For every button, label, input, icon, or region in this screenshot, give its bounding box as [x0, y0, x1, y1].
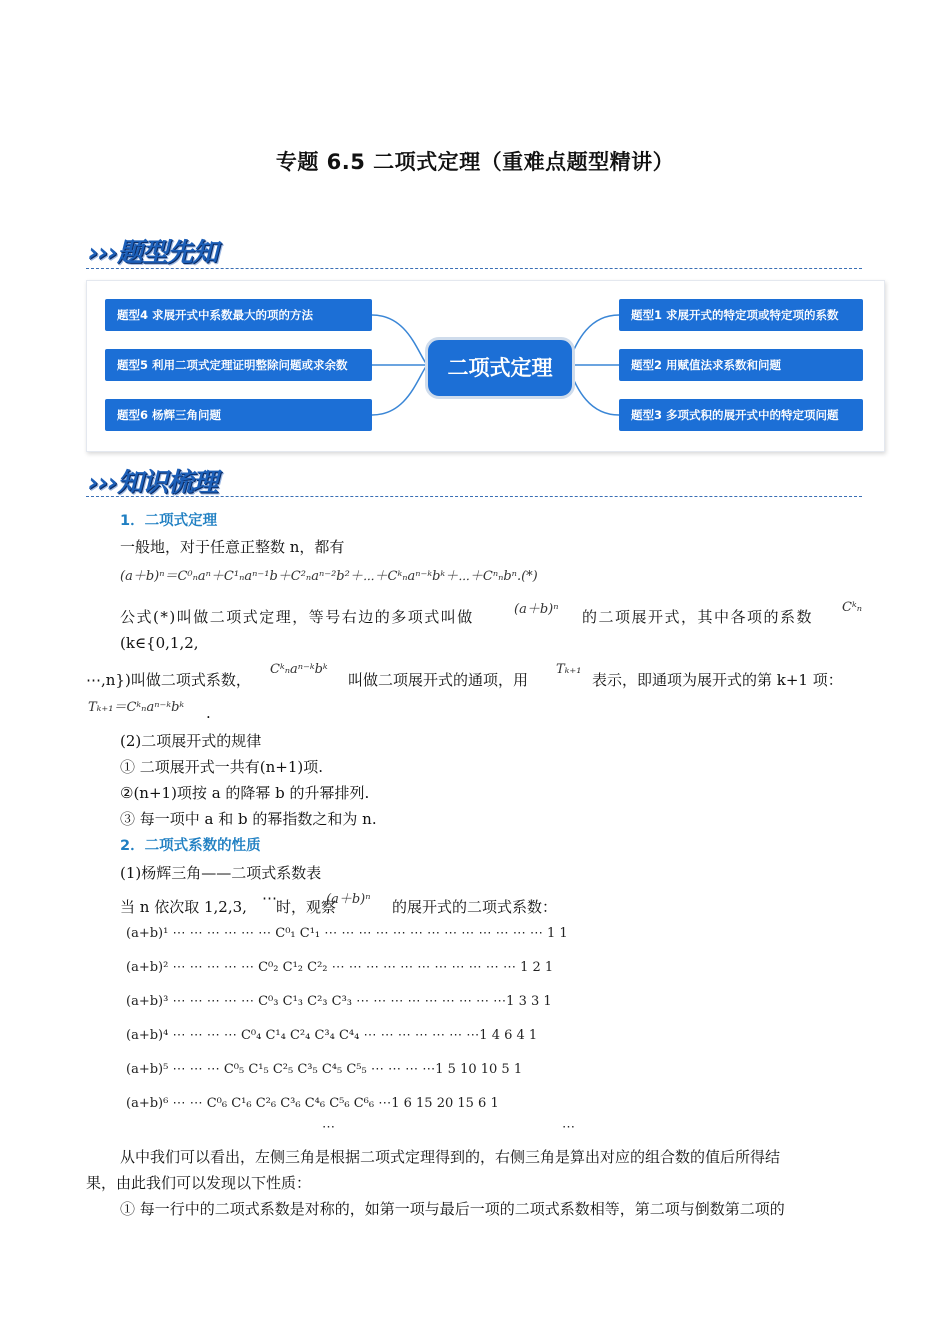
- text-line: 公式(*)叫做二项式定理，等号右边的多项式叫做: [120, 608, 474, 626]
- math-t-k1: Tₖ₊₁: [556, 662, 582, 677]
- text-line: (k∈{0,1,2,: [120, 634, 199, 652]
- section-heading-coefficient-properties: 2．二项式系数的性质: [120, 838, 261, 854]
- text-line: 表示，即通项为展开式的第 k+1 项：: [592, 671, 843, 689]
- text-line: 果，由此我们可以发现以下性质：: [86, 1174, 312, 1192]
- formula-binomial-theorem: (a＋b)ⁿ＝C⁰ₙaⁿ＋C¹ₙaⁿ⁻¹b＋C²ₙaⁿ⁻²b²＋⋯＋Cᵏₙaⁿ⁻ᵏbᵏ＋⋯＋Cⁿₙbⁿ.(*): [120, 569, 538, 584]
- banner-divider-2: [86, 496, 862, 497]
- text-period: .: [206, 704, 211, 722]
- text-line: (2)二项展开式的规律: [120, 732, 262, 750]
- formula-general-term: Tₖ₊₁＝Cᵏₙaⁿ⁻ᵏbᵏ: [88, 700, 185, 715]
- text-line: 叫做二项展开式的通项，用: [348, 671, 529, 689]
- pascal-continue-left: ⋯: [322, 1120, 335, 1135]
- section-banner-question-types: ›››题型先知: [88, 238, 218, 268]
- text-line: 当 n 依次取 1,2,3,: [120, 898, 247, 916]
- text-line: ⋯,n})叫做二项式系数，: [86, 671, 251, 689]
- text-line: 的展开式的二项式系数：: [392, 898, 558, 916]
- pascal-row-1: (a+b)¹ ⋯ ⋯ ⋯ ⋯ ⋯ ⋯ C⁰₁ C¹₁ ⋯ ⋯ ⋯ ⋯ ⋯ ⋯ ⋯ ⋯ ⋯ ⋯ ⋯ ⋯ ⋯ 1 1: [126, 926, 568, 941]
- page-title: 专题 6.5 二项式定理（重难点题型精讲）: [275, 150, 675, 174]
- pascal-row-4: (a+b)⁴ ⋯ ⋯ ⋯ ⋯ C⁰₄ C¹₄ C²₄ C³₄ C⁴₄ ⋯ ⋯ ⋯ ⋯ ⋯ ⋯ ⋯1 4 6 4 1: [126, 1028, 538, 1043]
- math-expr-ab-n: (a＋b)ⁿ: [514, 602, 559, 617]
- text-dots: ⋯: [262, 889, 277, 907]
- mindmap-node-type5: 题型5 利用二项式定理证明整除问题或求余数: [105, 349, 372, 381]
- mindmap-node-type6: 题型6 杨辉三角问题: [105, 399, 372, 431]
- math-coef-ckn: Cᵏₙ: [842, 600, 862, 615]
- mindmap: [86, 280, 885, 452]
- text-line: 时，观察: [276, 898, 337, 916]
- rule-item: ②(n+1)项按 a 的降幂 b 的升幂排列.: [120, 784, 370, 802]
- text-line: (1)杨辉三角——二项式系数表: [120, 864, 322, 882]
- pascal-continue-right: ⋯: [562, 1120, 575, 1135]
- rule-item: ③ 每一项中 a 和 b 的幂指数之和为 n.: [120, 810, 377, 828]
- banner-divider: [86, 268, 862, 269]
- text-line: 的二项展开式，其中各项的系数: [582, 608, 814, 626]
- text-line: 一般地，对于任意正整数 n，都有: [120, 538, 345, 556]
- mindmap-node-type2: 题型2 用赋值法求系数和问题: [619, 349, 863, 381]
- section-heading-binomial-theorem: 1．二项式定理: [120, 513, 218, 529]
- mindmap-node-type4: 题型4 求展开式中系数最大的项的方法: [105, 299, 372, 331]
- property-item: ① 每一行中的二项式系数是对称的，如第一项与最后一项的二项式系数相等，第二项与倒数第二项的: [120, 1200, 785, 1218]
- math-expr-ab-n: (a＋b)ⁿ: [326, 892, 371, 907]
- math-general-term: Cᵏₙaⁿ⁻ᵏbᵏ: [270, 662, 328, 677]
- text-line: 从中我们可以看出，左侧三角是根据二项式定理得到的，右侧三角是算出对应的组合数的值后所得结: [120, 1148, 781, 1166]
- mindmap-node-type1: 题型1 求展开式的特定项或特定项的系数: [619, 299, 863, 331]
- pascal-row-6: (a+b)⁶ ⋯ ⋯ C⁰₆ C¹₆ C²₆ C³₆ C⁴₆ C⁵₆ C⁶₆ ⋯1 6 15 20 15 6 1: [126, 1096, 499, 1111]
- mindmap-node-type3: 题型3 多项式积的展开式中的特定项问题: [619, 399, 863, 431]
- section-banner-knowledge: ›››知识梳理: [88, 468, 218, 498]
- mindmap-center: 二项式定理: [425, 337, 575, 399]
- pascal-row-2: (a+b)² ⋯ ⋯ ⋯ ⋯ ⋯ C⁰₂ C¹₂ C²₂ ⋯ ⋯ ⋯ ⋯ ⋯ ⋯ ⋯ ⋯ ⋯ ⋯ ⋯ 1 2 1: [126, 960, 554, 975]
- rule-item: ① 二项展开式一共有(n+1)项.: [120, 758, 324, 776]
- pascal-row-5: (a+b)⁵ ⋯ ⋯ ⋯ C⁰₅ C¹₅ C²₅ C³₅ C⁴₅ C⁵₅ ⋯ ⋯ ⋯ ⋯1 5 10 10 5 1: [126, 1062, 523, 1077]
- pascal-row-3: (a+b)³ ⋯ ⋯ ⋯ ⋯ ⋯ C⁰₃ C¹₃ C²₃ C³₃ ⋯ ⋯ ⋯ ⋯ ⋯ ⋯ ⋯ ⋯ ⋯1 3 3 1: [126, 994, 552, 1009]
